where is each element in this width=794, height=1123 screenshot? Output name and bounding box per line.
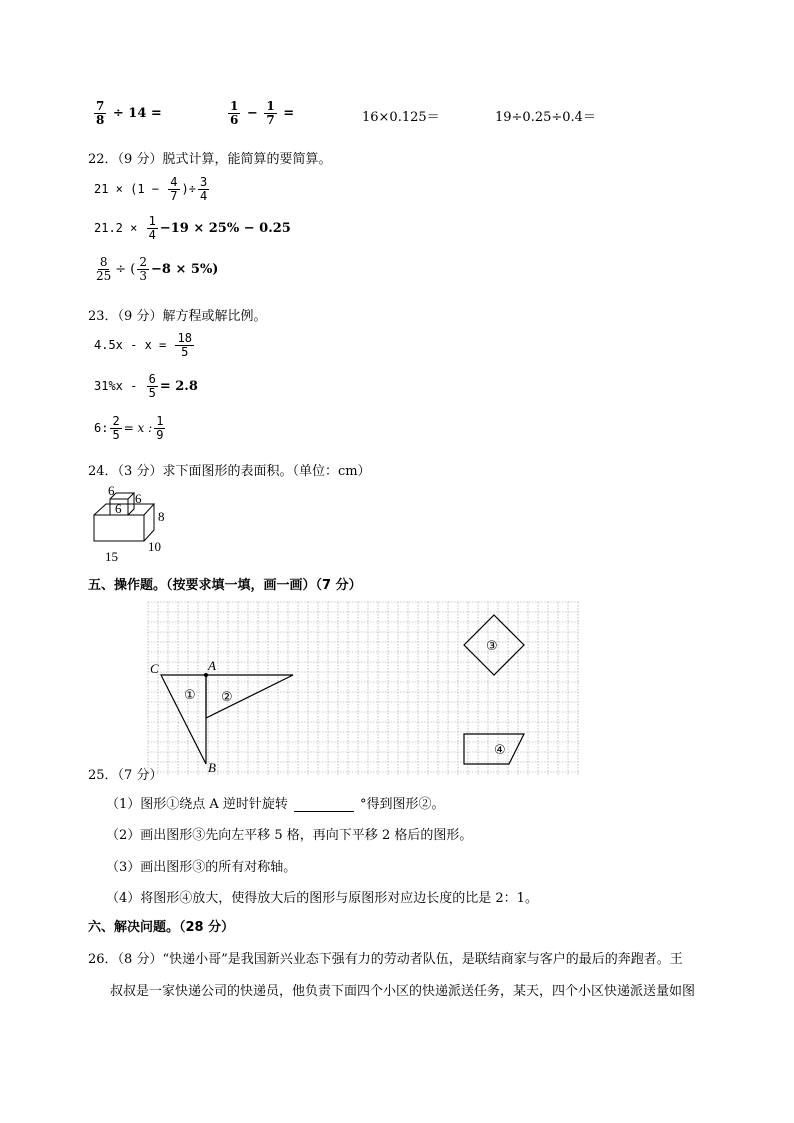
fraction-num: 1	[148, 214, 156, 228]
answer-blank[interactable]	[294, 799, 354, 812]
expr-text: 4.5x - x =	[94, 338, 167, 352]
item-text: （1）图形①绕点 A 逆时针旋转	[106, 797, 288, 812]
fraction-num: 3	[199, 175, 208, 189]
fraction-den: 9	[156, 428, 164, 442]
q23-title: 23．（9 分）解方程或解比例。	[88, 309, 267, 324]
expr-text: −8 × 5%)	[151, 262, 219, 277]
calc-row1-d: 19÷0.25÷0.4＝	[495, 110, 596, 125]
item-text: °得到图形②。	[359, 797, 445, 812]
q25-item-1	[106, 793, 444, 812]
fraction-num: 6	[148, 372, 156, 386]
label-shape-4: ④	[494, 743, 506, 758]
fraction-den: 5	[181, 345, 189, 359]
calc-text: ÷ 14 =	[112, 106, 162, 121]
fraction-num: 1	[156, 414, 164, 428]
q22-expr1	[94, 176, 211, 203]
q25-item-3: （3）画出图形③的所有对称轴。	[106, 860, 297, 875]
q23-expr3	[94, 415, 167, 442]
q25-number: 25．（7 分）	[88, 768, 163, 783]
fraction-den: 3	[139, 269, 148, 283]
q23-expr1	[94, 332, 196, 359]
equals-sign: =	[283, 106, 295, 121]
q23-expr2	[94, 373, 198, 400]
expr-text: = 2.8	[159, 379, 198, 394]
box-top	[94, 504, 154, 515]
q26-line2: 叔叔是一家快递公司的快递员，他负责下面四个小区的快递派送任务，某天，四个小区快递派送量如图	[110, 984, 696, 999]
label-width: 10	[148, 539, 161, 554]
label-top-a: 6	[108, 484, 115, 498]
q22-expr3	[92, 256, 218, 283]
q26-line1: 26．（8 分）“快递小哥”是我国新兴业态下强有力的劳动者队伍，是联结商家与客户的最后的奔跑者。王	[88, 952, 683, 967]
section5-title: 五、操作题。（按要求填一填，画一画）（7 分）	[88, 578, 362, 593]
fraction-num: 2	[112, 414, 120, 428]
fraction-den: 5	[112, 428, 120, 442]
calc-row1-c: 16×0.125＝	[362, 110, 440, 125]
expr-text: = x :	[123, 421, 153, 435]
expr-text: −19 × 25% − 0.25	[159, 221, 291, 236]
box-front	[94, 515, 144, 541]
q25-item-4: （4）将图形④放大，使得放大后的图形与原图形对应边长度的比是 2：1。	[106, 891, 538, 906]
q22-expr2	[94, 215, 291, 242]
fraction-den: 4	[148, 228, 156, 242]
expr-text: 6:	[94, 421, 109, 435]
calc-row1-b	[226, 100, 294, 127]
fraction-num: 18	[177, 331, 192, 345]
expr-text: 31%x -	[94, 379, 138, 393]
cuboid-figure	[88, 484, 178, 566]
dotted-grid	[148, 602, 580, 776]
label-b: B	[208, 760, 216, 775]
label-shape-2: ②	[221, 690, 233, 705]
label-a: A	[208, 658, 216, 673]
calc-row1-a	[92, 100, 162, 127]
q22-title: 22．（9 分）脱式计算，能简算的要简算。	[88, 152, 332, 167]
label-small-face: 6	[115, 501, 122, 516]
label-top-b: 6	[135, 491, 142, 506]
label-shape-3: ③	[486, 639, 498, 654]
label-length: 15	[105, 549, 118, 564]
expr-text: 21 × (1 −	[94, 182, 160, 196]
shape-2-triangle	[206, 675, 293, 718]
fraction-num: 8	[99, 255, 108, 269]
fraction-den: 4	[199, 189, 208, 203]
q24-title: 24．（3 分）求下面图形的表面积。（单位：cm）	[88, 464, 371, 479]
point-a-dot	[204, 673, 208, 677]
fraction-num: 1	[266, 99, 275, 113]
q25-grid-figure	[146, 600, 582, 778]
expr-text: )÷	[181, 182, 196, 196]
q25-item-2: （2）画出图形③先向左平移 5 格，再向下平移 2 格后的图形。	[106, 828, 473, 843]
fraction-den: 7	[266, 113, 275, 127]
fraction-den: 5	[148, 386, 156, 400]
fraction-num: 7	[96, 99, 105, 113]
section6-title: 六、解决问题。（28 分）	[88, 920, 235, 935]
label-c: C	[150, 661, 159, 676]
fraction-den: 25	[96, 269, 112, 283]
label-shape-1: ①	[184, 688, 196, 703]
minus-sign: −	[246, 106, 258, 121]
expr-text: ÷ (	[115, 262, 136, 277]
label-height: 8	[158, 509, 165, 524]
expr-text: 21.2 ×	[94, 221, 138, 235]
fraction-num: 4	[170, 175, 178, 189]
fraction-den: 8	[96, 113, 105, 127]
fraction-den: 6	[230, 113, 239, 127]
fraction-num: 2	[139, 255, 148, 269]
fraction-den: 7	[170, 189, 178, 203]
fraction-num: 1	[230, 99, 239, 113]
